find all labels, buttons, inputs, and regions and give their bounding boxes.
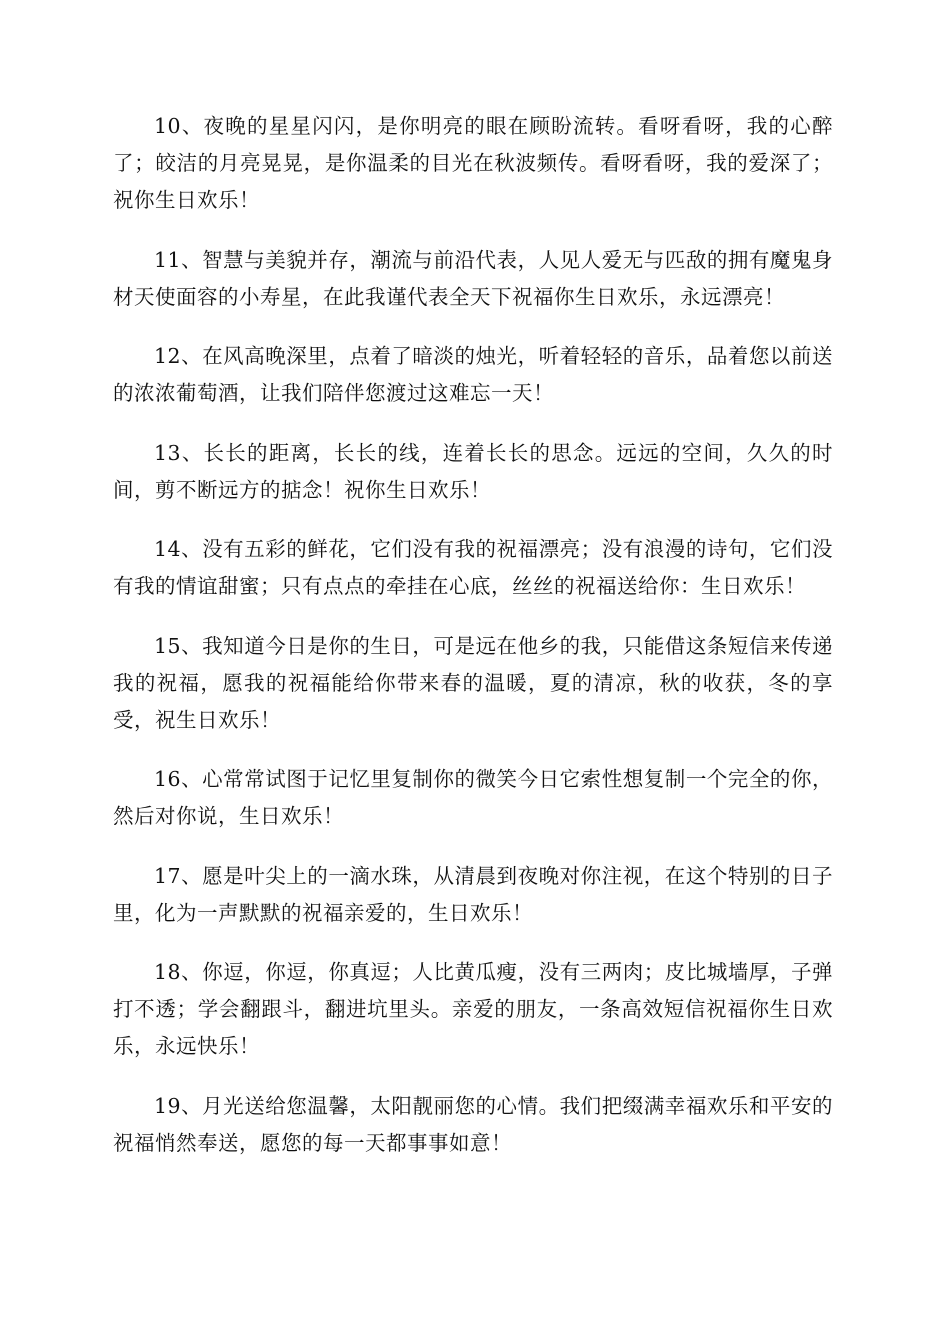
paragraph-16: 16、心常常试图于记忆里复制你的微笑今日它索性想复制一个完全的你，然后对你说，生日欢乐！: [113, 767, 833, 828]
paragraph-19: 19、月光送给您温馨，太阳靓丽您的心情。我们把缀满幸福欢乐和平安的祝福悄然奉送，愿您的每一天都事事如意！: [113, 1093, 833, 1155]
paragraph-18: 18、你逗，你逗，你真逗；人比黄瓜瘦，没有三两肉；皮比城墙厚，子弹打不透；学会翻跟斗，翻进坑里头。亲爱的朋友，一条高效短信祝福你生日欢乐，永远快乐！: [113, 960, 833, 1058]
paragraph-11: 11、智慧与美貌并存，潮流与前沿代表，人见人爱无与匹敌的拥有魔鬼身材天使面容的小寿星，在此我谨代表全天下祝福你生日欢乐，永远漂亮！: [113, 247, 833, 309]
paragraph-14: 14、没有五彩的鲜花，它们没有我的祝福漂亮；没有浪漫的诗句，它们没有我的情谊甜蜜；只有点点的牵挂在心底，丝丝的祝福送给你：生日欢乐！: [113, 537, 833, 598]
paragraph-15: 15、我知道今日是你的生日，可是远在他乡的我，只能借这条短信来传递我的祝福，愿我的祝福能给你带来春的温暖，夏的清凉，秋的收获，冬的享受，祝生日欢乐！: [113, 633, 833, 732]
paragraph-10: 10、夜晚的星星闪闪，是你明亮的眼在顾盼流转。看呀看呀，我的心醉了；皎洁的月亮晃晃，是你温柔的目光在秋波频传。看呀看呀，我的爱深了；祝你生日欢乐！: [113, 114, 833, 212]
paragraph-12: 12、在风高晚深里，点着了暗淡的烛光，听着轻轻的音乐，品着您以前送的浓浓葡萄酒，让我们陪伴您渡过这难忘一天！: [113, 344, 833, 405]
document-page: [113, 108, 833, 1184]
paragraph-13: 13、长长的距离，长长的线，连着长长的思念。远远的空间，久久的时间，剪不断远方的掂念！祝你生日欢乐！: [113, 440, 833, 502]
paragraph-17: 17、愿是叶尖上的一滴水珠，从清晨到夜晚对你注视，在这个特别的日子里，化为一声默默的祝福亲爱的，生日欢乐！: [113, 863, 833, 925]
